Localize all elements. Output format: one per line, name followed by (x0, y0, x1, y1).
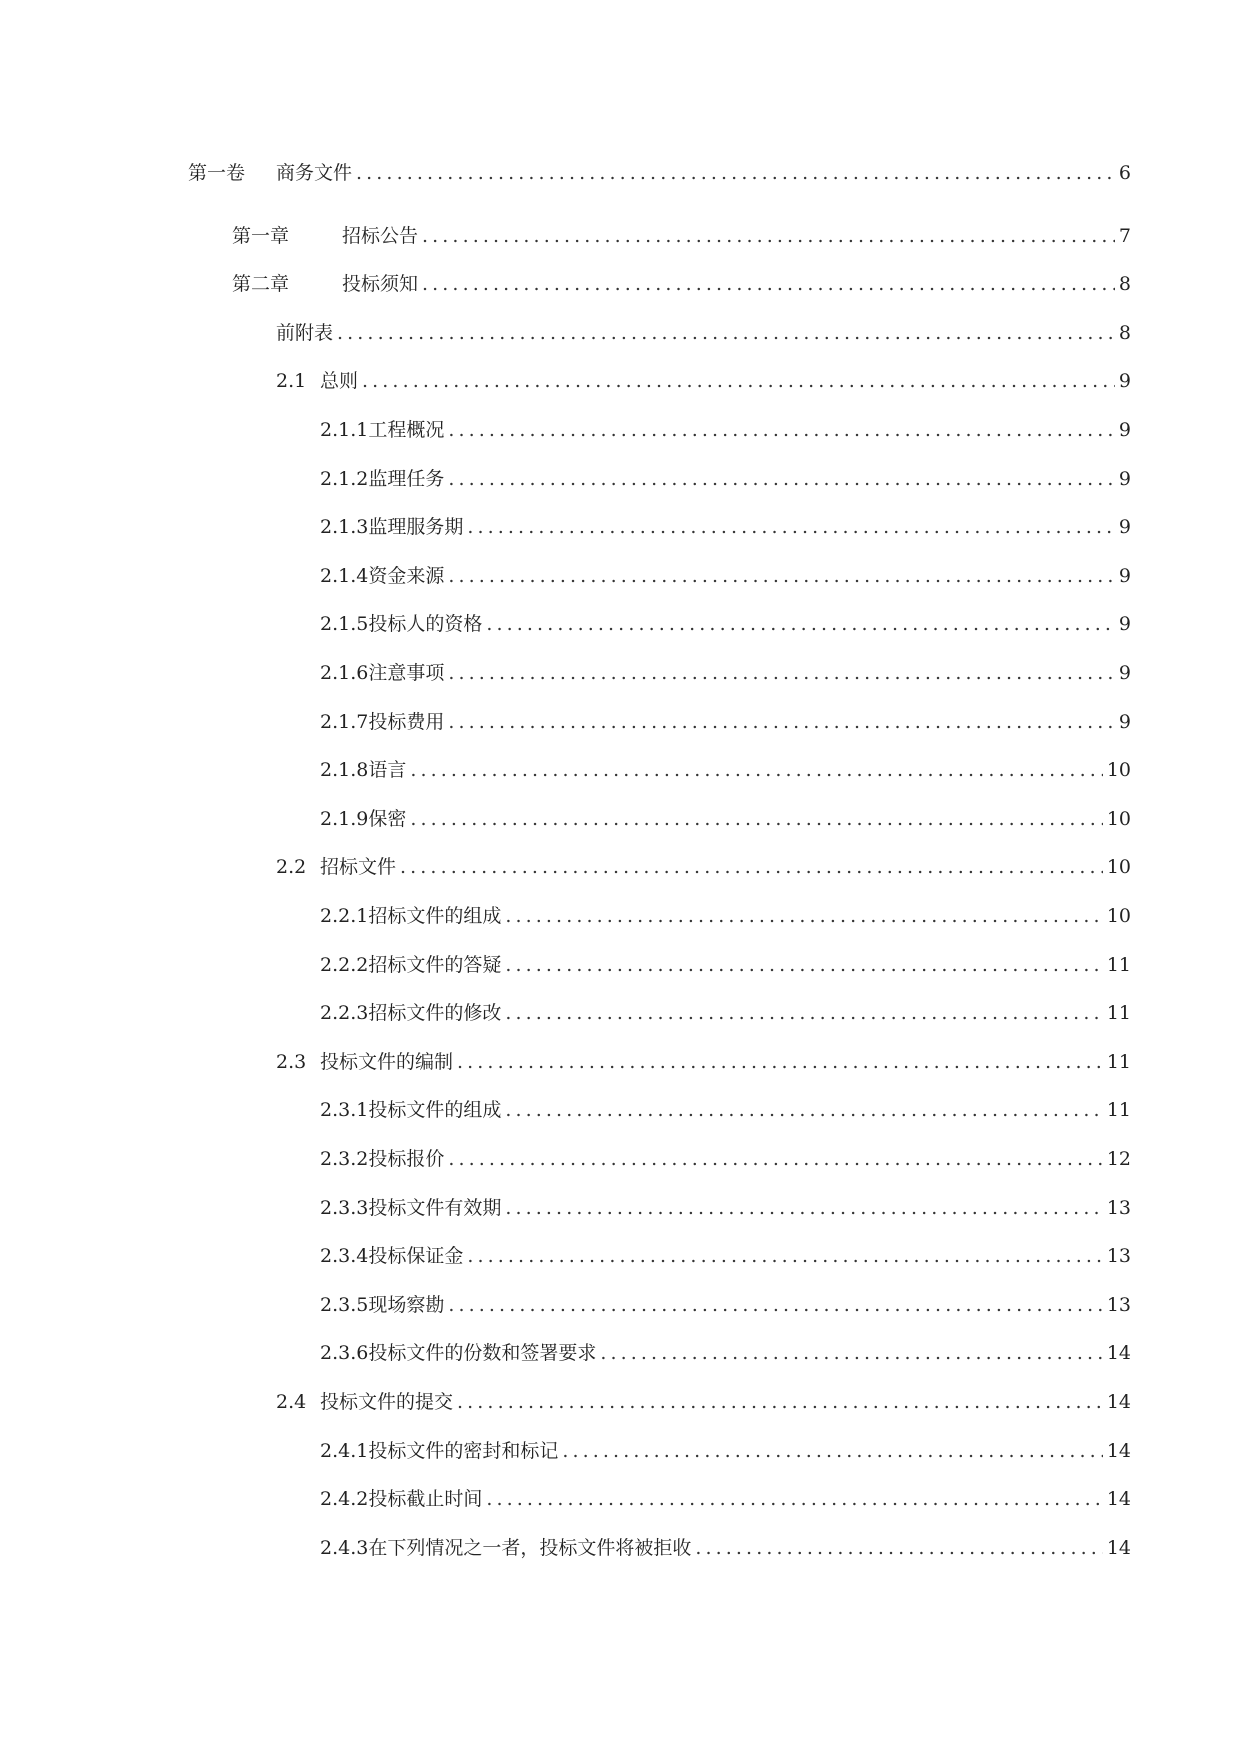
toc-entry[interactable] (320, 952, 1131, 978)
toc-entry[interactable] (232, 271, 1131, 297)
toc-entry-number: 2.4 (276, 1391, 307, 1413)
toc-dot-leader (600, 1340, 1102, 1366)
toc-entry[interactable] (320, 806, 1131, 832)
toc-entry-number: 第一章 (232, 225, 290, 247)
toc-page-number: 13 (1106, 1197, 1131, 1219)
toc-entry-title: 2.3.3投标文件有效期 (320, 1197, 502, 1219)
toc-entry[interactable] (276, 320, 1131, 346)
toc-page-number: 11 (1106, 1099, 1131, 1121)
toc-dot-leader (486, 611, 1115, 637)
toc-entry-title: 2.1.1工程概况 (320, 419, 445, 441)
toc-dot-leader (448, 417, 1115, 443)
toc-dot-leader (400, 854, 1103, 880)
toc-dot-leader (410, 757, 1102, 783)
toc-entry[interactable] (276, 368, 1131, 394)
toc-page-number: 9 (1118, 468, 1131, 490)
toc-page-number: 14 (1106, 1440, 1131, 1462)
toc-page-number: 13 (1106, 1294, 1131, 1316)
toc-page-number: 9 (1118, 370, 1131, 392)
toc-entry[interactable] (188, 160, 1131, 186)
toc-dot-leader (337, 320, 1115, 346)
toc-entry[interactable] (320, 1000, 1131, 1026)
toc-page-number: 13 (1106, 1245, 1131, 1267)
toc-entry[interactable] (276, 1049, 1131, 1075)
toc-entry-title: 2.1.2监理任务 (320, 468, 445, 490)
toc-entry[interactable] (320, 1486, 1131, 1512)
toc-entry-title: 2.4.1投标文件的密封和标记 (320, 1440, 559, 1462)
toc-page-number: 8 (1118, 322, 1131, 344)
toc-dot-leader (448, 563, 1115, 589)
toc-dot-leader (356, 160, 1115, 186)
toc-dot-leader (505, 1000, 1102, 1026)
toc-page-number: 14 (1106, 1391, 1131, 1413)
toc-dot-leader (448, 466, 1115, 492)
toc-dot-leader (505, 1097, 1102, 1123)
toc-dot-leader (422, 271, 1115, 297)
toc-entry-title: 2.2.1招标文件的组成 (320, 905, 502, 927)
toc-dot-leader (562, 1438, 1102, 1464)
toc-entry-title: 2.3.6投标文件的份数和签署要求 (320, 1342, 597, 1364)
toc-entry-number: 2.2 (276, 856, 307, 878)
toc-entry-title: 投标须知 (342, 273, 419, 295)
toc-dot-leader (467, 514, 1115, 540)
toc-entry[interactable] (320, 903, 1131, 929)
toc-entry-title: 2.2.2招标文件的答疑 (320, 954, 502, 976)
toc-dot-leader (486, 1486, 1102, 1512)
toc-page-number: 8 (1118, 273, 1131, 295)
toc-entry-title: 2.3.5现场察勘 (320, 1294, 445, 1316)
toc-dot-leader (457, 1049, 1103, 1075)
toc-page-number: 9 (1118, 662, 1131, 684)
toc-page-number: 9 (1118, 419, 1131, 441)
toc-page-number: 10 (1106, 905, 1131, 927)
toc-dot-leader (505, 952, 1102, 978)
toc-page-number: 9 (1118, 516, 1131, 538)
toc-page-number: 14 (1106, 1342, 1131, 1364)
toc-page-number: 6 (1118, 162, 1131, 184)
toc-dot-leader (362, 368, 1115, 394)
toc-entry-title: 2.1.4资金来源 (320, 565, 445, 587)
toc-entry[interactable] (320, 757, 1131, 783)
toc-entry-title: 2.1.3监理服务期 (320, 516, 464, 538)
toc-entry[interactable] (320, 514, 1131, 540)
toc-entry-title: 2.4.2投标截止时间 (320, 1488, 483, 1510)
toc-entry[interactable] (232, 223, 1131, 249)
toc-entry-title: 2.3.4投标保证金 (320, 1245, 464, 1267)
toc-entry-title: 2.1.6注意事项 (320, 662, 445, 684)
toc-dot-leader (422, 223, 1115, 249)
toc-entry[interactable] (320, 1535, 1131, 1561)
toc-entry[interactable] (320, 1292, 1131, 1318)
toc-page-number: 9 (1118, 711, 1131, 733)
toc-entry-title: 总则 (320, 370, 359, 392)
toc-entry-number: 第一卷 (188, 162, 246, 184)
toc-entry[interactable] (320, 660, 1131, 686)
toc-page-number: 11 (1106, 1051, 1131, 1073)
toc-entry-title: 2.1.9保密 (320, 808, 407, 830)
toc-page-number: 9 (1118, 613, 1131, 635)
toc-page-number: 10 (1106, 759, 1131, 781)
toc-dot-leader (448, 709, 1115, 735)
toc-entry-title: 投标文件的提交 (320, 1391, 454, 1413)
toc-entry-title: 2.4.3在下列情况之一者，投标文件将被拒收 (320, 1537, 692, 1559)
toc-page-number: 11 (1106, 954, 1131, 976)
toc-dot-leader (448, 1146, 1102, 1172)
toc-dot-leader (457, 1389, 1103, 1415)
toc-entry[interactable] (320, 1340, 1131, 1366)
toc-dot-leader (448, 1292, 1102, 1318)
toc-page-number: 10 (1106, 856, 1131, 878)
toc-entry[interactable] (320, 1438, 1131, 1464)
toc-entry-title: 前附表 (276, 322, 334, 344)
toc-entry[interactable] (320, 563, 1131, 589)
toc-entry-number: 第二章 (232, 273, 290, 295)
toc-entry[interactable] (320, 709, 1131, 735)
toc-page-number: 11 (1106, 1002, 1131, 1024)
toc-entry-title: 2.1.8语言 (320, 759, 407, 781)
toc-dot-leader (410, 806, 1102, 832)
toc-entry[interactable] (320, 1146, 1131, 1172)
toc-page-number: 10 (1106, 808, 1131, 830)
toc-entry-title: 招标文件 (320, 856, 397, 878)
toc-entry[interactable] (320, 417, 1131, 443)
toc-entry[interactable] (320, 1097, 1131, 1123)
toc-entry-title: 商务文件 (276, 162, 353, 184)
toc-entry[interactable] (320, 1195, 1131, 1221)
toc-entry-title: 2.1.5投标人的资格 (320, 613, 483, 635)
toc-dot-leader (467, 1243, 1102, 1269)
toc-dot-leader (695, 1535, 1102, 1561)
toc-entry-title: 2.2.3招标文件的修改 (320, 1002, 502, 1024)
toc-dot-leader (505, 903, 1102, 929)
toc-entry[interactable] (320, 1243, 1131, 1269)
toc-entry[interactable] (320, 466, 1131, 492)
toc-page-number: 14 (1106, 1537, 1131, 1559)
toc-entry-number: 2.3 (276, 1051, 307, 1073)
toc-entry-title: 招标公告 (342, 225, 419, 247)
toc-page-number: 12 (1106, 1148, 1131, 1170)
toc-entry-title: 2.1.7投标费用 (320, 711, 445, 733)
toc-entry[interactable] (320, 611, 1131, 637)
toc-page-number: 9 (1118, 565, 1131, 587)
toc-entry-title: 投标文件的编制 (320, 1051, 454, 1073)
toc-dot-leader (505, 1195, 1102, 1221)
toc-page-number: 14 (1106, 1488, 1131, 1510)
toc-entry[interactable] (276, 854, 1131, 880)
toc-entry-number: 2.1 (276, 370, 307, 392)
toc-dot-leader (448, 660, 1115, 686)
toc-entry-title: 2.3.1投标文件的组成 (320, 1099, 502, 1121)
toc-entry[interactable] (276, 1389, 1131, 1415)
toc-entry-title: 2.3.2投标报价 (320, 1148, 445, 1170)
toc-page-number: 7 (1118, 225, 1131, 247)
